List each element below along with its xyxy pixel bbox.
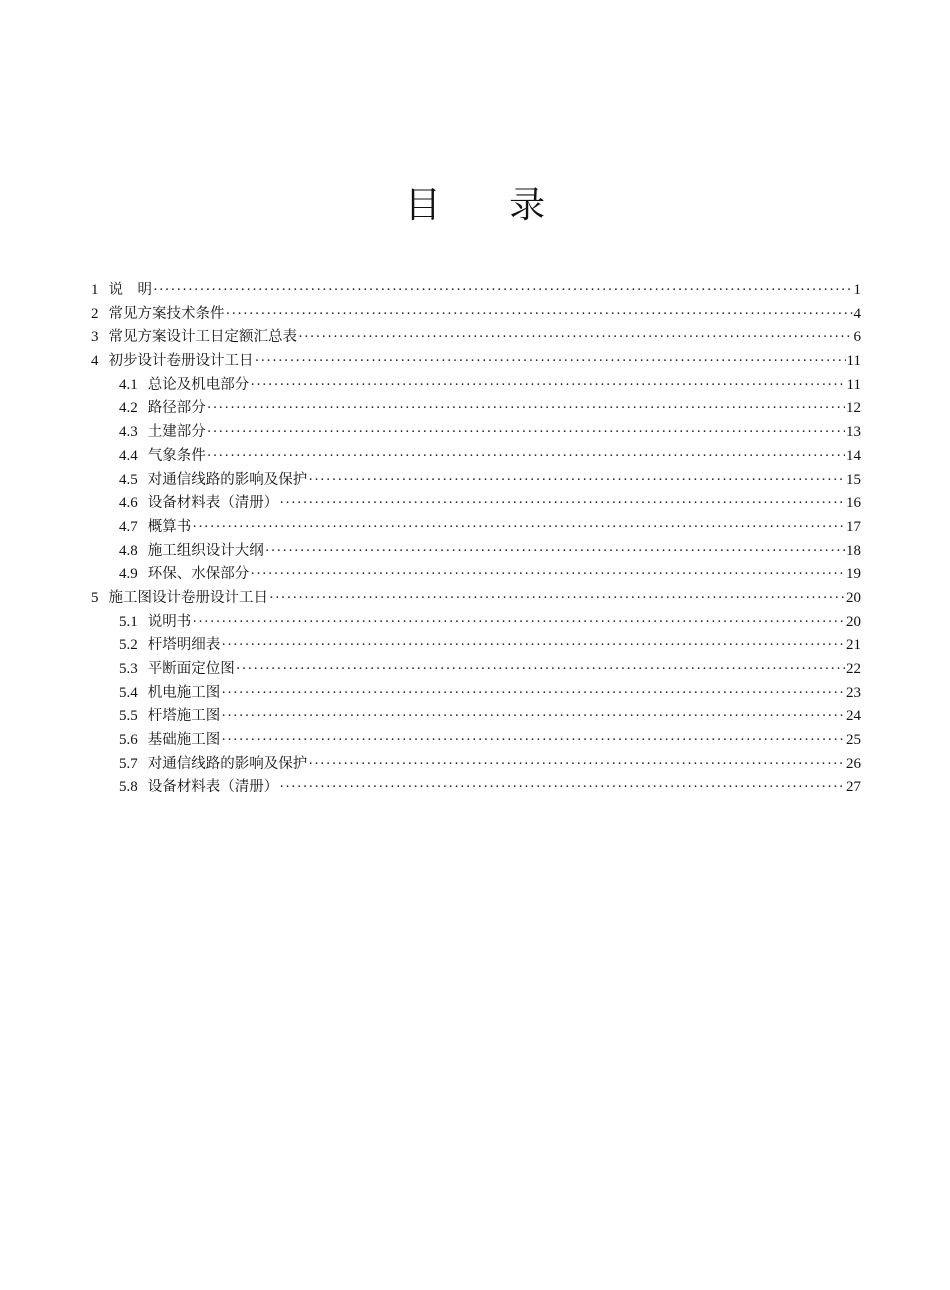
toc-entry-page: 22: [846, 661, 861, 677]
toc-subentry[interactable]: [91, 729, 861, 753]
toc-entry-label: 设备材料表（清册）: [147, 495, 279, 512]
toc-entry-label: 机电施工图: [147, 684, 221, 701]
toc-subentry[interactable]: [91, 445, 861, 469]
toc-entry[interactable]: [91, 350, 861, 374]
toc-entry-label: 杆塔施工图: [147, 708, 221, 725]
toc-entry-page: 27: [846, 779, 861, 796]
toc-dot-leader: [207, 445, 845, 469]
toc-dot-leader: [308, 469, 845, 493]
toc-subentry[interactable]: [91, 658, 861, 682]
toc-entry-page: 19: [846, 566, 861, 583]
toc-entry-page: 24: [846, 708, 861, 725]
toc-entry-number: 4.3: [119, 424, 138, 441]
toc-entry-number: 4.1: [119, 376, 138, 393]
toc-entry-number: 4.4: [119, 447, 138, 464]
toc-entry-label: 说 明: [108, 282, 152, 298]
toc-dot-leader: [279, 776, 845, 800]
toc-dot-leader: [192, 611, 845, 635]
toc-subentry[interactable]: [91, 634, 861, 658]
toc-entry-number: 5.8: [119, 779, 138, 796]
toc-entry-label: 常见方案技术条件: [108, 305, 225, 322]
toc-entry-number: 1: [91, 282, 99, 298]
toc-entry-page: 17: [846, 518, 861, 535]
toc-entry-number: 4.6: [119, 495, 138, 512]
toc-entry-label: 总论及机电部分: [147, 376, 250, 393]
toc-entry-page: 16: [846, 495, 861, 512]
toc-dot-leader: [250, 563, 845, 587]
toc-dot-leader: [207, 397, 845, 421]
toc-entry-number: 5: [91, 589, 99, 606]
toc-entry-label: 施工组织设计大纲: [147, 542, 264, 559]
toc-dot-leader: [265, 540, 845, 564]
toc-entry-page: 25: [846, 732, 861, 749]
toc-entry-page: 11: [846, 376, 861, 393]
toc-entry-number: 5.1: [119, 613, 138, 630]
toc-dot-leader: [192, 516, 845, 540]
toc-entry-label: 土建部分: [147, 424, 206, 441]
toc-entry[interactable]: [91, 303, 861, 327]
toc-entry-number: 4.2: [119, 400, 138, 417]
toc-dot-leader: [269, 587, 845, 611]
toc-entry-number: 5.4: [119, 684, 138, 701]
toc-dot-leader: [255, 350, 846, 374]
toc-entry[interactable]: [91, 587, 861, 611]
toc-entry-label: 施工图设计卷册设计工日: [108, 589, 268, 606]
toc-entry-label: 平断面定位图: [147, 661, 235, 677]
toc-subentry[interactable]: [91, 397, 861, 421]
toc-subentry[interactable]: [91, 374, 861, 398]
toc-dot-leader: [226, 303, 853, 327]
toc-entry-number: 4.9: [119, 566, 138, 583]
toc-entry[interactable]: [91, 326, 861, 350]
toc-entry-label: 说明书: [147, 613, 192, 630]
toc-entry-number: 4.8: [119, 542, 138, 559]
toc-entry-page: 6: [853, 329, 861, 346]
toc-entry-label: 设备材料表（清册）: [147, 779, 279, 796]
toc-subentry[interactable]: [91, 540, 861, 564]
toc-entry-label: 气象条件: [147, 447, 206, 464]
toc-entry-number: 3: [91, 329, 99, 346]
toc-dot-leader: [221, 729, 845, 753]
toc-entry-page: 20: [846, 589, 861, 606]
toc-subentry[interactable]: [91, 753, 861, 777]
toc-dot-leader: [221, 682, 845, 706]
toc-title: 目录: [404, 185, 614, 226]
toc-entry-number: 2: [91, 305, 99, 322]
toc-entry-label: 对通信线路的影响及保护: [147, 471, 308, 488]
toc-entry-page: 13: [846, 424, 861, 441]
toc-entry-page: 12: [846, 400, 861, 417]
toc-entry-page: 21: [846, 637, 861, 654]
toc-dot-leader: [221, 705, 845, 729]
toc-entry-page: 14: [846, 447, 861, 464]
toc-entry-label: 路径部分: [147, 400, 206, 417]
toc-entry-label: 环保、水保部分: [147, 566, 250, 583]
toc-dot-leader: [279, 492, 845, 516]
toc-entry-label: 对通信线路的影响及保护: [147, 755, 308, 772]
toc-entry-page: 26: [846, 755, 861, 772]
toc-entry-number: 5.7: [119, 755, 138, 772]
toc-subentry[interactable]: [91, 682, 861, 706]
toc-dot-leader: [298, 326, 853, 350]
toc-dot-leader: [153, 279, 853, 303]
toc-subentry[interactable]: [91, 492, 861, 516]
toc-subentry[interactable]: [91, 611, 861, 635]
toc-subentry[interactable]: [91, 421, 861, 445]
toc-dot-leader: [207, 421, 845, 445]
toc-entry-number: 4: [91, 353, 99, 370]
toc-entry-label: 常见方案设计工日定额汇总表: [108, 329, 297, 346]
table-of-contents: [91, 279, 861, 800]
toc-entry-page: 20: [846, 613, 861, 630]
toc-entry[interactable]: [91, 279, 861, 303]
toc-subentry[interactable]: [91, 705, 861, 729]
toc-entry-page: 1: [853, 282, 861, 298]
toc-entry-page: 23: [846, 684, 861, 701]
toc-dot-leader: [221, 634, 845, 658]
toc-entry-label: 初步设计卷册设计工日: [108, 353, 254, 370]
toc-entry-number: 5.3: [119, 661, 138, 677]
toc-entry-label: 概算书: [147, 518, 192, 535]
toc-entry-number: 5.2: [119, 637, 138, 654]
toc-entry-page: 4: [853, 305, 861, 322]
toc-subentry[interactable]: [91, 469, 861, 493]
toc-entry-number: 5.6: [119, 732, 138, 749]
toc-entry-label: 基础施工图: [147, 732, 221, 749]
toc-subentry[interactable]: [91, 516, 861, 540]
toc-subentry[interactable]: [91, 563, 861, 587]
toc-dot-leader: [250, 374, 845, 398]
toc-entry-number: 5.5: [119, 708, 138, 725]
toc-entry-number: 4.5: [119, 471, 138, 488]
toc-dot-leader: [308, 753, 845, 777]
toc-entry-label: 杆塔明细表: [147, 637, 221, 654]
toc-subentry[interactable]: [91, 776, 861, 800]
toc-entry-page: 18: [846, 542, 861, 559]
toc-entry-page: 15: [846, 471, 861, 488]
toc-entry-number: 4.7: [119, 518, 138, 535]
toc-dot-leader: [236, 658, 845, 682]
toc-entry-page: 11: [846, 353, 861, 370]
